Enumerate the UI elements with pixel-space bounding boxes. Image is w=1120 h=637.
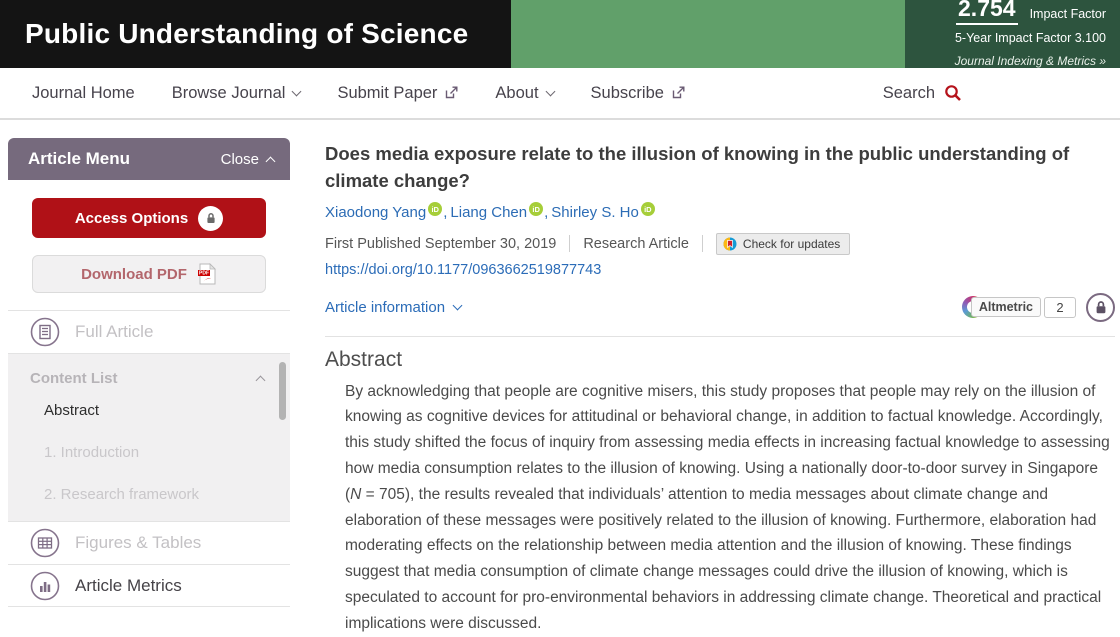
nav-journal-home[interactable] xyxy=(32,84,135,103)
download-pdf-button[interactable] xyxy=(32,255,266,293)
nav-submit-paper[interactable] xyxy=(337,84,458,103)
divider xyxy=(325,336,1115,337)
content-list-title: Content List xyxy=(30,370,118,387)
nav-search-label: Search xyxy=(882,83,935,102)
orcid-icon[interactable]: iD xyxy=(641,202,655,216)
external-link-icon xyxy=(445,86,458,99)
doi-link[interactable]: https://doi.org/10.1177/0963662519877743 xyxy=(325,261,602,278)
chevron-down-icon xyxy=(453,300,463,310)
journal-title-block xyxy=(0,0,511,68)
access-options-button[interactable] xyxy=(32,198,266,238)
article-metrics-label: Article Metrics xyxy=(75,575,182,595)
nav-about[interactable] xyxy=(495,84,553,103)
content-list-item-abstract[interactable]: Abstract xyxy=(44,402,100,419)
nav-subscribe-label: Subscribe xyxy=(590,83,664,102)
divider xyxy=(702,235,703,252)
article-meta-row xyxy=(325,233,1115,255)
nav-journal-home-label: Journal Home xyxy=(32,83,135,102)
article-information-label: Article information xyxy=(325,298,446,316)
orcid-icon[interactable]: iD xyxy=(529,202,543,216)
author-link[interactable]: Xiaodong Yang xyxy=(325,203,427,221)
author-link[interactable]: Liang Chen xyxy=(450,203,528,221)
article-menu-title: Article Menu xyxy=(28,149,131,168)
bar-chart-icon xyxy=(30,571,60,601)
article-type: Research Article xyxy=(583,235,689,252)
nav-about-label: About xyxy=(495,83,539,102)
sidebar-buttons xyxy=(8,180,290,310)
journal-indexing-metrics-link[interactable]: Journal Indexing & Metrics » xyxy=(954,54,1106,68)
content-list-panel xyxy=(8,353,290,521)
impact-factor-label: Impact Factor xyxy=(1029,7,1106,21)
abstract-text-part2: = 705), the results revealed that individuals’ attention to media messages about climate change and elaboration of these messages were positively related to the illusion of knowing. Furthermore, elaboration had moderating effects on the relationship between media attention and the illusion of knowing. These findings suggest that media consumption of climate change messages could drive the illusion of knowing, which is speculated to account for pro-environmental behaviors in addressing climate change. Theoretical and practical implications were discussed. xyxy=(345,485,1102,632)
content-list-item-research-framework[interactable]: 2. Research framework xyxy=(44,486,200,503)
impact-factor-value: 2.754 xyxy=(956,0,1018,25)
nav-submit-paper-label: Submit Paper xyxy=(337,83,438,102)
abstract-sample-size-variable: N xyxy=(350,485,362,503)
article-title: Does media exposure relate to the illusion of knowing in the public understanding of climate change? xyxy=(325,143,1070,191)
banner-green-block xyxy=(511,0,905,68)
search-icon xyxy=(944,84,962,102)
journal-banner xyxy=(0,0,1120,68)
altmetric-group xyxy=(962,293,1115,322)
article-menu-close-button[interactable] xyxy=(221,151,274,168)
author-separator: , xyxy=(443,203,448,221)
article-info-row xyxy=(325,293,1115,322)
check-for-updates-label: Check for updates xyxy=(742,236,841,251)
article-information-toggle[interactable] xyxy=(325,299,461,316)
article-main xyxy=(325,141,1115,637)
access-options-label: Access Options xyxy=(74,209,189,227)
author-link[interactable]: Shirley S. Ho xyxy=(551,203,639,221)
sidebar-item-article-metrics[interactable] xyxy=(8,564,290,607)
figures-tables-label: Figures & Tables xyxy=(75,533,202,552)
impact-factor-panel xyxy=(905,0,1120,68)
divider xyxy=(569,235,570,252)
content-list-item-introduction[interactable]: 1. Introduction xyxy=(44,444,140,461)
abstract-heading: Abstract xyxy=(325,347,403,371)
abstract-text-part1: By acknowledging that people are cognitive misers, this study proposes that people may rely on the illusion of knowing as cognitive devices for attitudinal or behavioral change, in addition to factual knowledge. Accordingly, this study shifted the focus of inquiry from assessing media effects in increasing factual knowledge to assessing how media consumption relates to the illusion of knowing. Using a nationally door-to-door survey in Singapore ( xyxy=(345,382,1110,503)
content-list-scrollbar[interactable] xyxy=(279,362,286,420)
table-icon xyxy=(30,528,60,558)
nav-browse-journal[interactable] xyxy=(172,84,301,103)
download-pdf-label: Download PDF xyxy=(81,265,187,283)
altmetric-badge[interactable]: Altmetric xyxy=(971,297,1041,317)
check-for-updates-button[interactable] xyxy=(716,233,850,255)
chevron-up-icon xyxy=(266,156,276,166)
chevron-up-icon[interactable] xyxy=(256,376,266,386)
author-separator: , xyxy=(544,203,549,221)
close-label: Close xyxy=(220,150,259,168)
five-year-impact-factor: 5-Year Impact Factor 3.100 xyxy=(954,31,1106,45)
pdf-icon xyxy=(197,263,217,285)
sidebar-item-figures-tables[interactable] xyxy=(8,521,290,564)
chevron-down-icon xyxy=(292,86,302,96)
lock-icon xyxy=(1086,293,1115,322)
altmetric-score: 2 xyxy=(1044,297,1076,318)
svg-text:PDF: PDF xyxy=(198,270,209,277)
nav-browse-journal-label: Browse Journal xyxy=(171,83,286,102)
main-nav xyxy=(0,68,1120,120)
orcid-icon[interactable]: iD xyxy=(428,202,442,216)
article-menu-header xyxy=(8,138,290,180)
crossmark-icon xyxy=(723,237,737,251)
nav-search[interactable] xyxy=(883,84,962,103)
lock-icon xyxy=(198,206,223,231)
journal-title: Public Understanding of Science xyxy=(25,18,469,49)
author-list xyxy=(325,204,1115,221)
external-link-icon xyxy=(672,86,685,99)
sidebar-item-full-article[interactable] xyxy=(8,310,290,353)
document-icon xyxy=(30,317,60,347)
nav-subscribe[interactable] xyxy=(591,84,685,103)
article-menu-sidebar xyxy=(8,138,290,607)
first-published-date: First Published September 30, 2019 xyxy=(325,235,557,252)
chevron-down-icon xyxy=(545,86,555,96)
abstract-text xyxy=(345,379,1113,637)
full-article-label: Full Article xyxy=(75,322,154,341)
